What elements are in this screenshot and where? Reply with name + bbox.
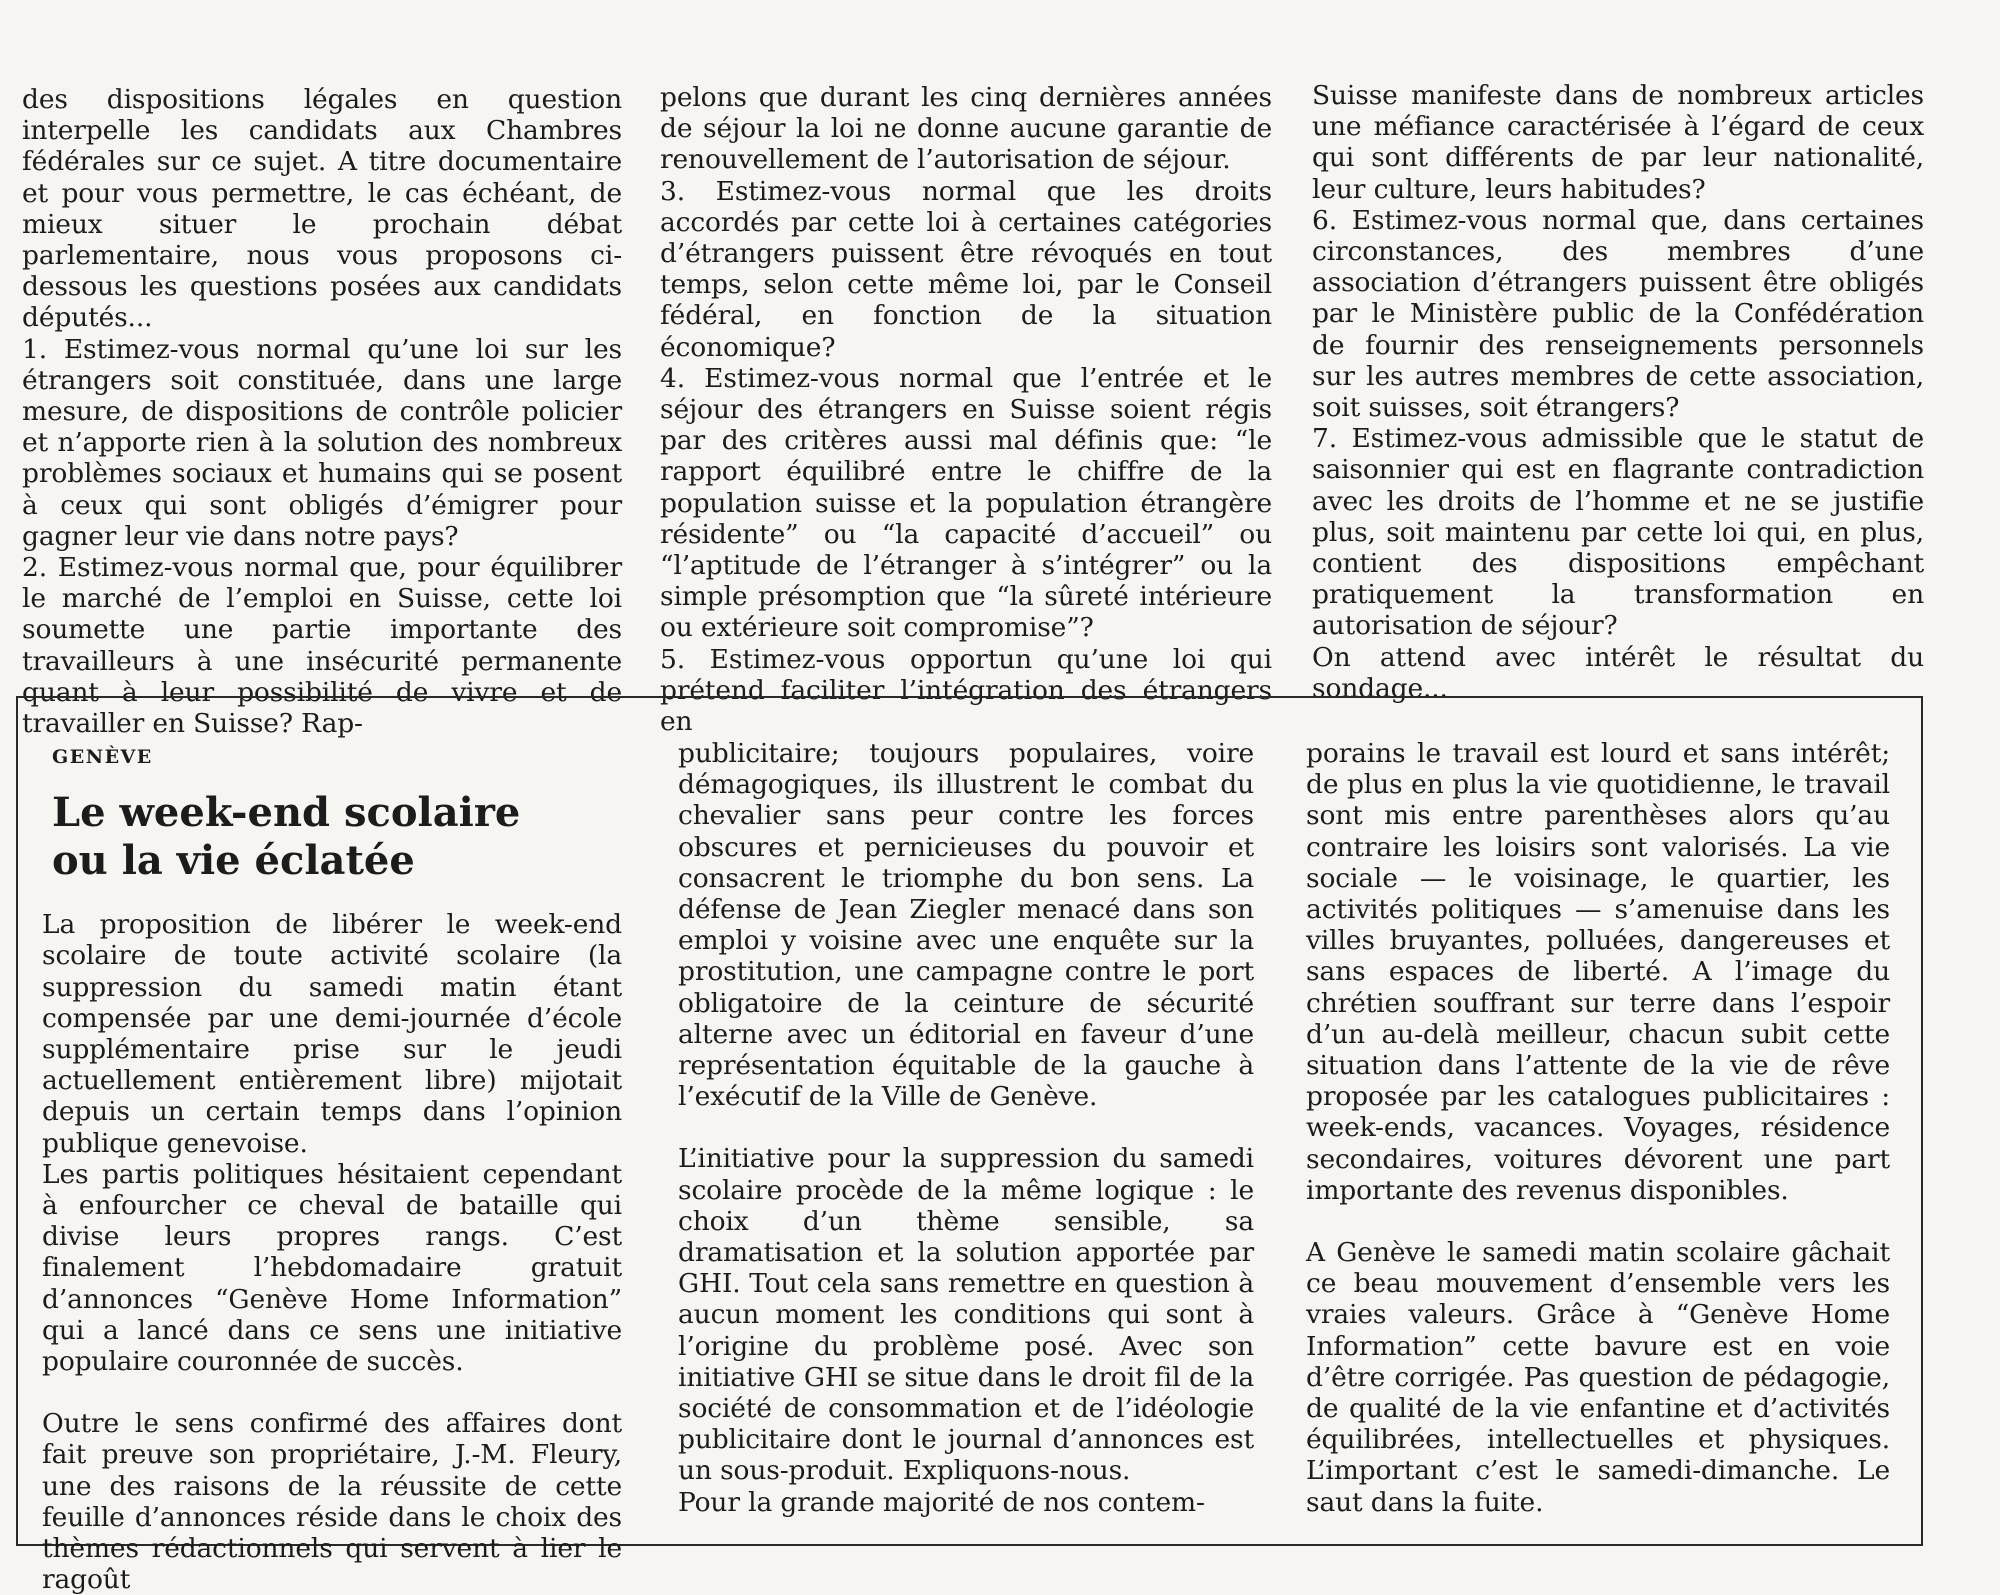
article-headline xyxy=(52,789,622,885)
closing-line: On attend avec intérêt le résultat du sondage... xyxy=(1312,641,1924,704)
paragraph: porains le travail est lourd et sans intérêt; de plus en plus la vie quotidienne, le travail sont mis entre parenthèses alors qu’au contraire les loisirs sont valorisés. La vie sociale — le voisinage, le quartier, les activités politiques — s’amenuise dans les villes bruyantes, polluées, dangereuses et sans espaces de liberté. A l’image du chrétien souffrant sur terre dans l’espoir d’un au-delà meilleur, chacun subit cette situation dans l’attente de la vie de rêve proposée par les catalogues publicitaires : week-ends, vacances. Voyages, résidence secondaires, voitures dévorent une part importante des revenus disponibles. xyxy=(1306,738,1890,1206)
article-column-2 xyxy=(678,738,1254,1518)
paragraph: pelons que durant les cinq dernières années de séjour la loi ne donne aucune garantie de renouvellement de l’autorisation de séjour. xyxy=(660,82,1272,176)
section-label: GENÈVE xyxy=(52,746,153,768)
article-column-3 xyxy=(1306,738,1890,1518)
paragraph: L’initiative pour la suppression du samedi scolaire procède de la même logique : le choix d’un thème sensible, sa dramatisation et la solution apportée par GHI. Tout cela sans remettre en question à aucun moment les conditions qui sont à l’origine du problème posé. Avec son initiative GHI se situe dans le droit fil de la société de consommation et de l’idéologie publicitaire dont le journal d’annonces est un sous-produit. Expliquons-nous. xyxy=(678,1143,1254,1487)
question-5: 5. Estimez-vous opportun qu’une loi qui prétend faciliter l’intégration des étrangers en xyxy=(660,643,1272,738)
paragraph: La proposition de libérer le week-end scolaire de toute activité scolaire (la suppression du samedi matin étant compensée par une demi-journée d’école supplémentaire prise sur le jeudi actuellement entièrement libre) mijotait depuis un certain temps dans l’opinion publique genevoise. xyxy=(42,909,622,1159)
paragraph: Les partis politiques hésitaient cependant à enfourcher ce cheval de bataille qui divise leurs propres rangs. C’est finalement l’hebdomadaire gratuit d’annonces “Genève Home Information” qui a lancé dans ce sens une initiative populaire couronnée de succès. xyxy=(42,1158,622,1378)
paragraph: des dispositions légales en question interpelle les candidats aux Chambres fédérales sur ce sujet. A titre documentaire et pour vous permettre, le cas échéant, de mieux situer le prochain débat parlementaire, nous vous proposons ci-dessous les questions posées aux candidats députés... xyxy=(22,84,622,334)
question-1: 1. Estimez-vous normal qu’une loi sur les étrangers soit constituée, dans une large mesure, de dispositions de contrôle policier et n’apporte rien à la solution des nombreux problèmes sociaux et humains qui se posent à ceux qui sont obligés d’émigrer pour gagner leur vie dans notre pays? xyxy=(22,333,622,552)
headline-line-2: ou la vie éclatée xyxy=(52,837,415,885)
question-7: 7. Estimez-vous admissible que le statut de saisonnier qui est en flagrante contradiction avec les droits de l’homme et ne se justifie plus, soit maintenu par cette loi qui, en plus, contient des dispositions empêchant pratiquement la transformation en autorisation de séjour? xyxy=(1312,423,1924,642)
top-column-1 xyxy=(22,84,622,739)
question-3: 3. Estimez-vous normal que les droits accordés par cette loi à certaines catégories d’étrangers puissent être révoqués en tout temps, selon cette même loi, par le Conseil fédéral, en fonction de la situation économique? xyxy=(660,175,1272,363)
top-column-2 xyxy=(660,82,1272,737)
paragraph: publicitaire; toujours populaires, voire démagogiques, ils illustrent le combat du chevalier sans peur contre les forces obscures et pernicieuses du pouvoir et consacrent le triomphe du bon sens. La défense de Jean Ziegler menacé dans son emploi y voisine avec une enquête sur la prostitution, une campagne contre le port obligatoire de la ceinture de sécurité alterne avec un éditorial en faveur d’une représentation équitable de la gauche à l’exécutif de la Ville de Genève. xyxy=(678,738,1254,1113)
paragraph: Suisse manifeste dans de nombreux articles une méfiance caractérisée à l’égard de ceux qui sont différents de par leur nationalité, leur culture, leurs habitudes? xyxy=(1312,80,1924,205)
article-column-1 xyxy=(42,736,622,1595)
question-6: 6. Estimez-vous normal que, dans certaines circonstances, des membres d’une association d’étrangers puissent être obligés par le Ministère public de la Confédération de fournir des renseignements personnels sur les autres membres de cette association, soit suisses, soit étrangers? xyxy=(1312,204,1924,424)
question-2: 2. Estimez-vous normal que, pour équilibrer le marché de l’emploi en Suisse, cette loi soumette une partie importante des travailleurs à une insécurité permanente quant à leur possibilité de vivre et de travailler en Suisse? Rap- xyxy=(22,552,622,740)
paragraph: Outre le sens confirmé des affaires dont fait preuve son propriétaire, J.-M. Fleury, une des raisons de la réussite de cette feuille d’annonces réside dans le choix des thèmes rédactionnels qui servent à lier le ragoût xyxy=(42,1408,622,1595)
headline-line-1: Le week-end scolaire xyxy=(52,789,521,837)
top-column-3 xyxy=(1312,80,1924,704)
paragraph: A Genève le samedi matin scolaire gâchait ce beau mouvement d’ensemble vers les vraies valeurs. Grâce à “Genève Home Information” cette bavure est en voie d’être corrigée. Pas question de pédagogie, de qualité de la vie enfantine et d’activités équilibrées, intellectuelles et physiques. L’important c’est le samedi-dimanche. Le saut dans la fuite. xyxy=(1306,1237,1890,1518)
paragraph: Pour la grande majorité de nos contem- xyxy=(678,1486,1205,1518)
question-4: 4. Estimez-vous normal que l’entrée et le séjour des étrangers en Suisse soient régis par des critères aussi mal définis que: “le rapport équilibré entre le chiffre de la population suisse et la population étrangère résidente” ou “la capacité d’accueil” ou “l’aptitude de l’étranger à s’intégrer” ou la simple présomption que “la sûreté intérieure ou extérieure soit compromise”? xyxy=(660,362,1272,644)
